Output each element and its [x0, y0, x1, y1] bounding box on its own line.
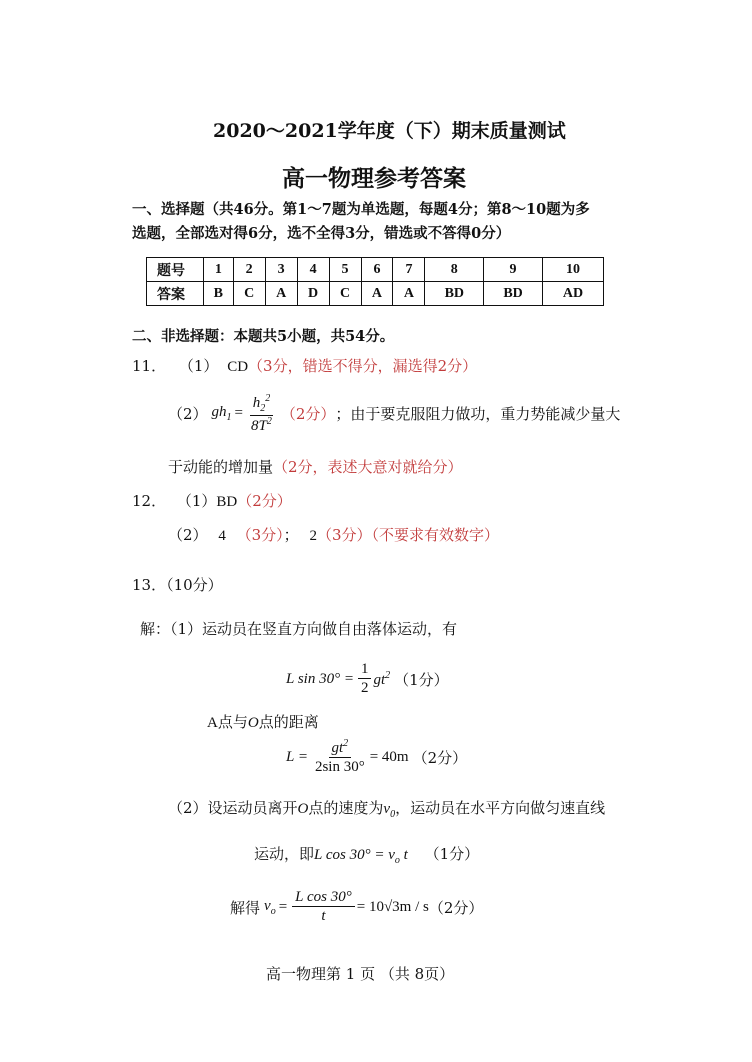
table-cell: D: [297, 282, 329, 306]
table-cell: 5: [329, 258, 361, 282]
score-note: （3分）: [236, 526, 284, 544]
q13-intro: 解：（1）运动员在竖直方向做自由落体运动，有: [140, 620, 458, 638]
table-cell: A: [265, 282, 297, 306]
score-note: （3分）: [316, 526, 372, 544]
eq2-lhs: L =: [286, 748, 308, 765]
equation-4: 解得 $v_o$ = $\frac{\text{L cos 30°}}{t}$ = 10√3m / s （2分）: [230, 889, 484, 925]
table-cell: 4: [297, 258, 329, 282]
eq4-rhs: = 10√3m / s: [356, 898, 429, 915]
table-cell: 3: [265, 258, 297, 282]
formula-lhs: $gh_1$: [211, 404, 232, 424]
table-cell: BD: [484, 282, 543, 306]
q12-part2: [168, 524, 499, 545]
part-label: （2）: [168, 405, 208, 424]
table-cell: C: [329, 282, 361, 306]
question-number: 11．: [132, 357, 167, 375]
answer-table: [146, 257, 604, 306]
score-note: （2分）: [237, 492, 292, 510]
eq4-fraction: $\frac{\text{L cos 30°}}{t}$: [292, 889, 355, 925]
eq2-rhs: = 40m: [369, 748, 409, 765]
q11-part2-cont: [168, 456, 463, 477]
separator: ；: [283, 526, 299, 544]
table-cell: BD: [425, 282, 484, 306]
part-label: （1）: [178, 357, 219, 375]
answer-value: 4: [218, 528, 226, 544]
answer-text: CD: [227, 359, 249, 375]
table-cell: 6: [361, 258, 393, 282]
question-score: （10分）: [166, 576, 223, 594]
q13-header: [132, 574, 223, 595]
score-note: （2分）: [280, 405, 336, 424]
question-number: 13．: [132, 576, 167, 594]
table-cell: C: [233, 282, 265, 306]
table-row: [147, 282, 604, 306]
equation-3: 运动，即L $\cos 30^\circ = v_o$ t （1分）: [254, 845, 480, 866]
q13-part2-text: （2）设运动员离开O点的速度为$v_0$，运动员在水平方向做匀速直线: [168, 799, 606, 820]
table-cell: 10: [542, 258, 603, 282]
formula-fraction: $\frac{h_2^2}{8T^2}$: [251, 393, 272, 434]
score-note: （2分）: [428, 898, 484, 917]
question-number: 12．: [132, 492, 167, 510]
q12-part1: [132, 490, 292, 511]
row-label-number: 题号: [147, 258, 204, 282]
equation-2: [286, 738, 467, 776]
formula-equals: =: [234, 405, 244, 422]
page-footer: 高一物理第 1 页 （共 8页）: [266, 965, 455, 983]
part-label: （2）: [168, 526, 208, 544]
answer-value: 2: [309, 528, 317, 544]
q11-part1: [132, 355, 477, 376]
scoring-note: （3分，错选不得分，漏选得2分）: [248, 357, 478, 375]
eq2-fraction: $\frac{gt^2}{2\sin 30^\circ}$: [314, 738, 365, 776]
score-note: （2分）: [412, 748, 468, 767]
exam-title: 2020～2021学年度（下）期末质量测试: [213, 120, 566, 142]
section1-line2: 选题，全部选对得6分，选不全得3分，错选或不答得0分）: [132, 225, 511, 242]
section1-line1: 一、选择题（共46分。第1～7题为单选题，每题4分；第8～10题为多: [132, 201, 590, 218]
eq1-rhs: $gt^2$: [373, 669, 391, 688]
row-label-answer: 答案: [147, 282, 204, 306]
table-cell: 7: [393, 258, 425, 282]
score-note: （1分）: [394, 670, 449, 689]
table-cell: A: [393, 282, 425, 306]
section2-heading: 二、非选择题：本题共5小题，共54分。: [132, 328, 395, 345]
table-cell: AD: [542, 282, 603, 306]
eq1-fraction: $\frac{1}{2}$: [358, 661, 372, 697]
table-cell: A: [361, 282, 393, 306]
score-note: （1分）: [424, 845, 480, 863]
table-cell: 8: [425, 258, 484, 282]
table-row: [147, 258, 604, 282]
scoring-note: （不要求有效数字）: [371, 526, 500, 544]
explanation-text-cont: 于动能的增加量: [168, 458, 274, 476]
table-cell: 2: [233, 258, 265, 282]
q11-part2: [168, 393, 620, 435]
scoring-note: （2分，表述大意对就给分）: [273, 458, 463, 476]
equation-1: [286, 661, 449, 697]
distance-text: A点与O点的距离: [207, 713, 319, 731]
table-cell: B: [204, 282, 234, 306]
answer-text: BD: [216, 494, 238, 510]
eq1-lhs: L sin 30° =: [286, 670, 354, 687]
page-title: 高一物理参考答案: [282, 165, 466, 192]
table-cell: 9: [484, 258, 543, 282]
explanation-text: ；由于要克服阻力做功，重力势能减少量大: [335, 405, 621, 424]
part-label: （1）: [176, 492, 217, 510]
table-cell: 1: [204, 258, 234, 282]
